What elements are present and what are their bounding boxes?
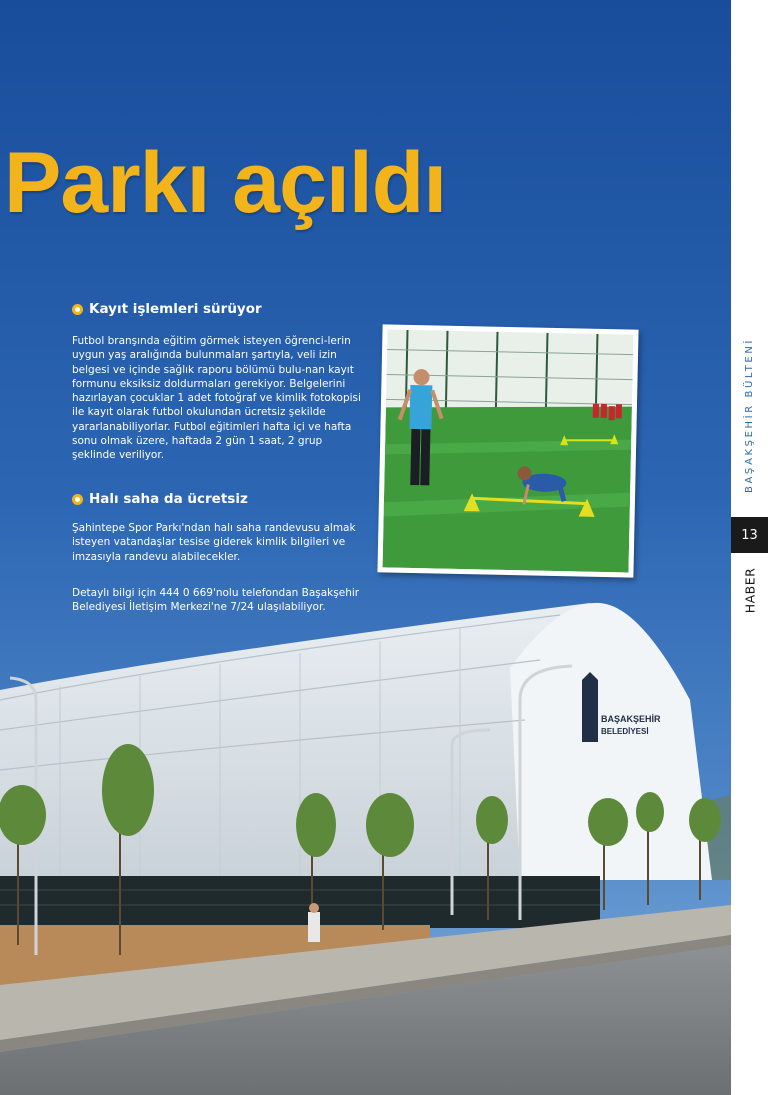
dome-sign-line1: BAŞAKŞEHİR (601, 714, 661, 724)
contact-paragraph: Detaylı bilgi için 444 0 669'nolu telefondan Başakşehir Belediyesi İletişim Merkezi'ne 7/24 ulaşılabiliyor. (72, 587, 360, 614)
bullet-icon (72, 494, 83, 505)
section-heading-text: Halı saha da ücretsiz (89, 491, 248, 507)
section-heading-free-pitch (72, 491, 248, 507)
page-headline: Parkı açıldı (4, 135, 447, 231)
bullet-icon (72, 304, 83, 315)
dome-sign-line2: BELEDİYESİ (601, 727, 649, 736)
page-number: 13 (731, 517, 768, 553)
registration-paragraph: Futbol branşında eğitim görmek isteyen öğrenci-lerin uygun yaş aralığında bulunmaları şartıyla, veli izin belgesi ve içinde sağlık raporu bölümü bulu-nan kayıt formunu eksiksiz doldurmaları gerekiyor. Belgelerini hazırlayan çocuklar 1 adet fotoğraf ve kimlik fotokopisi ile kayıt olarak futbol okulundan ücretsiz şekilde yararlanabiliyorlar. Futbol eğitimleri hafta içi ve hafta sonu olmak üzere, haftada 2 gün 1 saat, 2 grup şeklinde veriliyor. (72, 335, 361, 462)
publication-title (731, 320, 768, 510)
section-label-text: HABER (742, 567, 758, 613)
publication-title-text: BAŞAKŞEHİR BÜLTENİ (744, 337, 755, 493)
free-pitch-paragraph: Şahintepe Spor Parkı'ndan halı saha randevusu almak isteyen vatandaşlar tesise giderek kimlik bilgileri ve imzasıyla randevu alabilecekler. (72, 522, 356, 563)
football-training-photo (377, 324, 638, 577)
section-heading-registration (72, 301, 262, 317)
football-training-photo-icon (383, 329, 634, 572)
section-label (731, 560, 768, 620)
section-heading-text: Kayıt işlemleri sürüyor (89, 301, 262, 317)
page-sidebar (731, 0, 768, 1095)
